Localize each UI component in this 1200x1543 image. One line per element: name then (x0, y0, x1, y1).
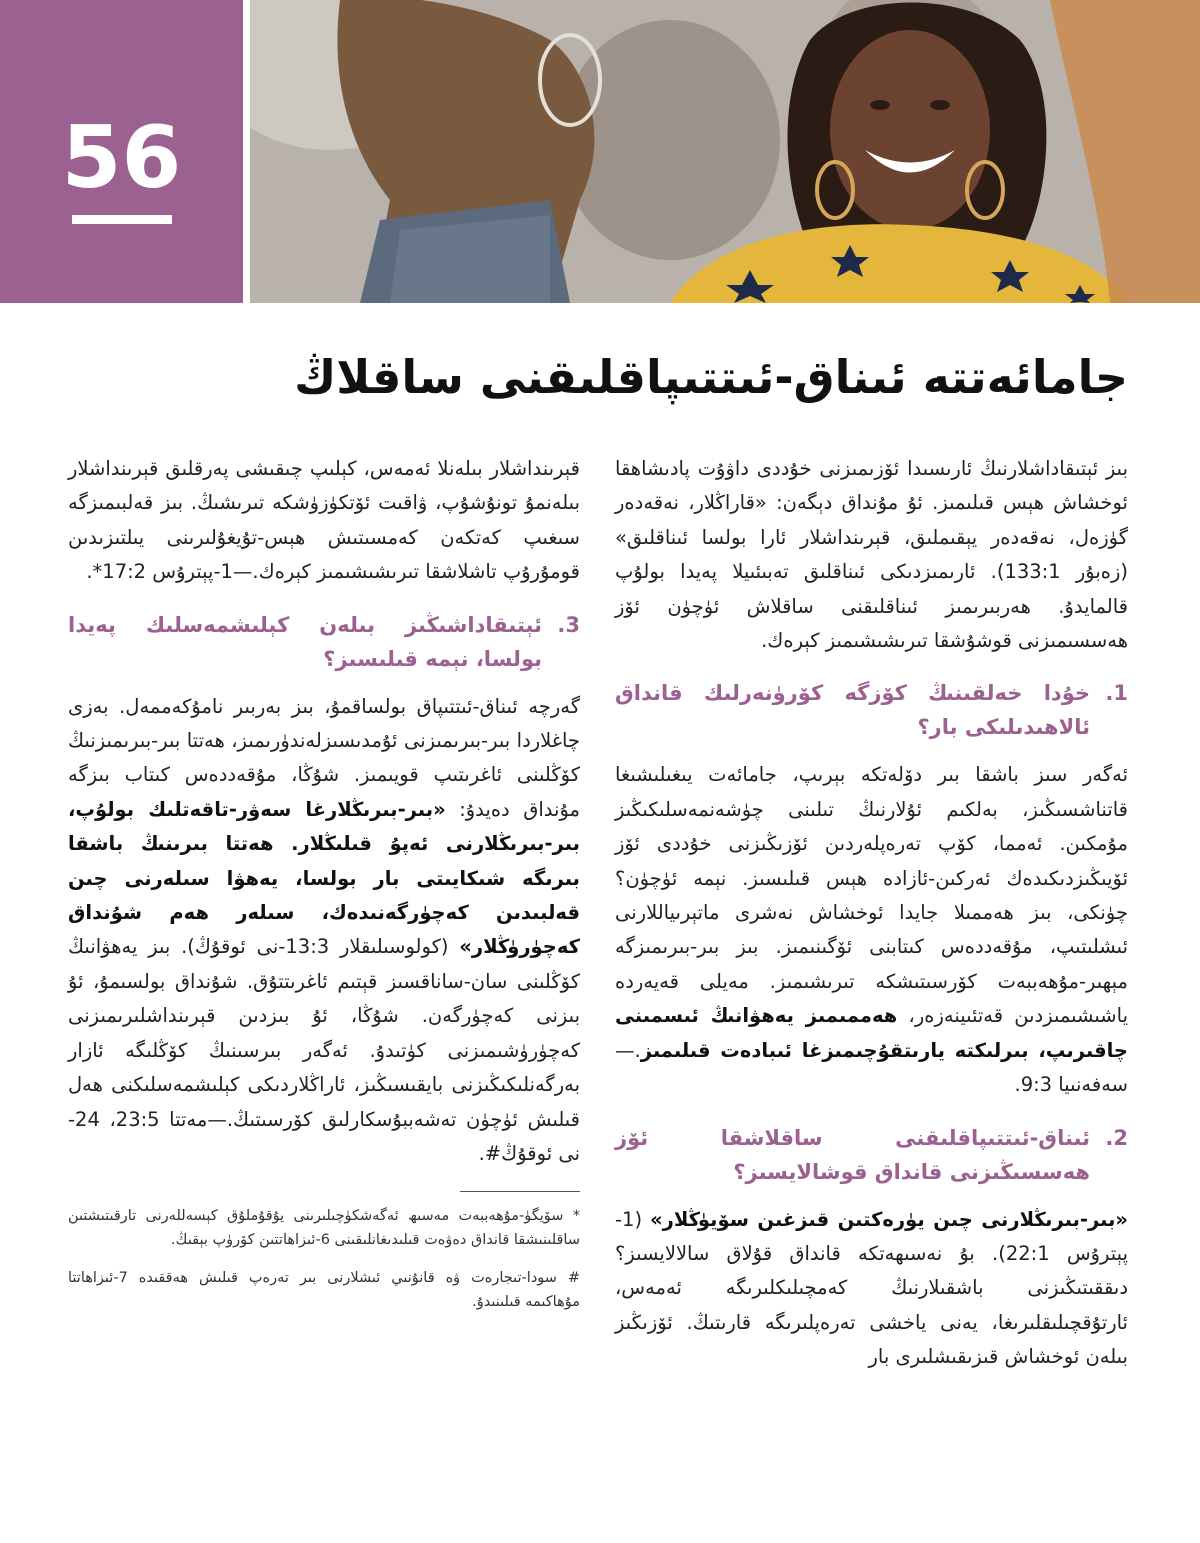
footnote-2: # سودا-تىجارەت ۋە قانۇنىي ئىشلارنى بىر تەرەپ قىلىش ھەققىدە 7-ئىزاھاتتا مۇھاكىمە قىلىنىدۇ. (68, 1270, 580, 1311)
footnote-divider (460, 1191, 580, 1192)
scripture-reference: .—سەفەنىيا 9:3. (615, 1038, 1128, 1097)
lesson-number-underline (72, 215, 172, 224)
emphasis-text: «بىر-بىرىڭلارنى چىن يۈرەكتىن قىزغىن سۆيۈڭلار» (650, 1207, 1128, 1231)
question-number: 2. (1105, 1125, 1128, 1150)
question-text: ئىناق-ئىتتىپاقلىقنى ساقلاشقا ئۆز ھەسسىڭىزنى قانداق قوشالايسىز؟ (615, 1125, 1090, 1184)
paragraph-text: ئەگەر سىز باشقا بىر دۆلەتكە بېرىپ، جامائەت يىغىلىشىغا قاتناشسىڭىز، بەلكىم ئۇلارنىڭ تىلىنى چۈشەنمەسلىكىڭىز مۇمكىن. ئەمما، كۆپ تەرەپلەردىن ئۆزىڭىزنى خۇددى ئۆز ئۆيىڭىزدىكىدەك ئەركىن-ئازادە ھېس قىلىسىز. نېمە ئۈچۈن؟ چۈنكى، بىز ھەممىلا جايدا ئوخشاش نەشرى ماتېرىياللارنى ئىشلىتىپ، مۇقەددەس كىتابنى ئۆگىنىمىز. بىز بىر-بىرىمىزگە مېھىر-مۇھەببەت كۆرسىتىشكە تىرىشىمىز. مەيلى قەيەردە ياشىشىمىزدىن قەتئىينەزەر، (615, 763, 1129, 1028)
footnote-1: * سۆيگۈ-مۇھەببەت مەسىھ ئەگەشكۈچىلىرىنى يۇقۇملۇق كېسەللەرنى تارقىتىشتىن ساقلىنىشقا قانداق دەۋەت قىلىدىغانلىقىنى 6-ئىزاھاتتىن كۆرۈپ بېقىڭ. (68, 1208, 580, 1249)
question-heading-3 (68, 608, 580, 676)
photo-illustration (250, 0, 1200, 303)
left-column (68, 452, 580, 1328)
question-number: 1. (1105, 681, 1128, 706)
page-title: جامائەتتە ئىناق-ئىتتىپاقلىقنى ساقلاڭ (294, 350, 1128, 404)
paragraph-3 (68, 690, 580, 1172)
paragraph-text: گەرچە ئىناق-ئىتتىپاق بولساقمۇ، بىز بەربىر نامۇكەممەل. بەزى چاغلاردا بىر-بىرىمىزنى ئۇمدىسىزلەندۈرىمىز، ھەتتا بىر-بىرىمىزنىڭ كۆڭلىنى ئاغرىتىپ قويىمىز. شۇڭا، مۇقەددەس كىتاب بىزگە مۇنداق دەيدۇ: (68, 694, 580, 821)
header (0, 0, 1200, 303)
emphasis-text: ھەممىمىز يەھۋانىڭ ئىسمىنى چاقىرىپ، بىرلىكتە يارىتقۇچىمىزغا ئىبادەت قىلىمىز (615, 1004, 1128, 1062)
paragraph-continued: قېرىنداشلار بىلەنلا ئەمەس، كېلىپ چىقىشى پەرقلىق قېرىنداشلار بىلەنمۇ تونۇشۇپ، ۋاقىت ئۆتكۈزۈشكە تىرىشىڭ. بىز قەلبىمىزگە سىغىپ كەتكەن كەمسىتىش ھېس-تۇيغۇلىرىنى يىلتىزىدىن قومۇرۇپ تاشلاشقا تىرىشىشىمىز كېرەك.—1-پېترۇس 17:2*. (68, 457, 580, 584)
paragraph-2 (615, 1203, 1128, 1375)
question-text: ئېتىقاداشىڭىز بىلەن كېلىشمەسلىك پەيدا بولسا، نېمە قىلىسىز؟ (68, 612, 542, 671)
lesson-number: 56 (61, 108, 182, 208)
question-heading-2 (615, 1121, 1128, 1189)
intro-paragraph: بىز ئېتىقاداشلارنىڭ ئارىسىدا ئۆزىمىزنى خۇددى داۋۇت پادىشاھقا ئوخشاش ھېس قىلىمىز. ئۇ مۇنداق دېگەن: «قاراڭلار، نەقەدەر گۈزەل، نەقەدەر يېقىملىق، قېرىنداشلار ئارا بولسا ئىناقلىق» (زەبۇر 133:1). ئارىمىزدىكى ئىناقلىق تەبىئىيلا پەيدا بولۇپ قالمايدۇ. ھەربىرىمىز ئىناقلىقنى ساقلاش ئۈچۈن ئۆز ھەسسىمىزنى قوشۇشقا تىرىشىشىمىز كېرەك. (615, 457, 1128, 653)
lesson-number-box (0, 0, 243, 303)
emphasis-text: «بىر-بىرىڭلارغا سەۋر-تاقەتلىك بولۇپ، بىر-بىرىڭلارنى ئەپۇ قىلىڭلار. ھەتتا بىرىنىڭ باشقا بىرىگە شىكايىتى بار بولسا، يەھۋا سىلەرنى چىن قەلبىدىن كەچۈرگەنىدەك، سىلەر ھەم شۇنداق كەچۈرۈڭلار» (68, 797, 580, 959)
header-photo (250, 0, 1200, 303)
paragraph-text: (1-پېترۇس 22:1). بۇ نەسىھەتكە قانداق قۇلاق سالالايسىز؟ دىققىتىڭىزنى باشقىلارنىڭ كەمچىلىكلىرىگە ئەمەس، ئارتۇقچىلىقلىرىغا، يەنى ياخشى تەرەپلىرىگە قارىتىڭ. ئۆزىڭىز بىلەن ئوخشاش قىزىقىشلىرى بار (615, 1207, 1128, 1369)
paragraph-text: (كولوسىلىقلار 13:3-نى ئوقۇڭ). بىز يەھۋانىڭ كۆڭلىنى سان-ساناقسىز قېتىم ئاغرىتتۇق. شۇنداق بولسىمۇ، ئۇ بىزنى كەچۈرگەن. شۇڭا، ئۇ بىزدىن قېرىنداشلىرىمىزنى كەچۈرۈشىمىزنى كۈتىدۇ. ئەگەر بىرسىنىڭ كۆڭلىگە ئازار بەرگەنلىكىڭىزنى بايقىسىڭىز، ئاراڭلاردىكى كېلىشمەسلىكنى ھەل قىلىش ئۈچۈن تەشەببۇسكارلىق كۆرسىتىڭ.—مەتتا 23:5، 24-نى ئوقۇڭ#. (68, 935, 580, 1165)
question-text: خۇدا خەلقىنىڭ كۆزگە كۆرۈنەرلىك قانداق ئالاھىدىلىكى بار؟ (615, 681, 1090, 740)
question-heading-1 (615, 676, 1128, 744)
paragraph-1 (615, 758, 1128, 1102)
right-column (615, 452, 1128, 1389)
question-number: 3. (557, 612, 580, 637)
